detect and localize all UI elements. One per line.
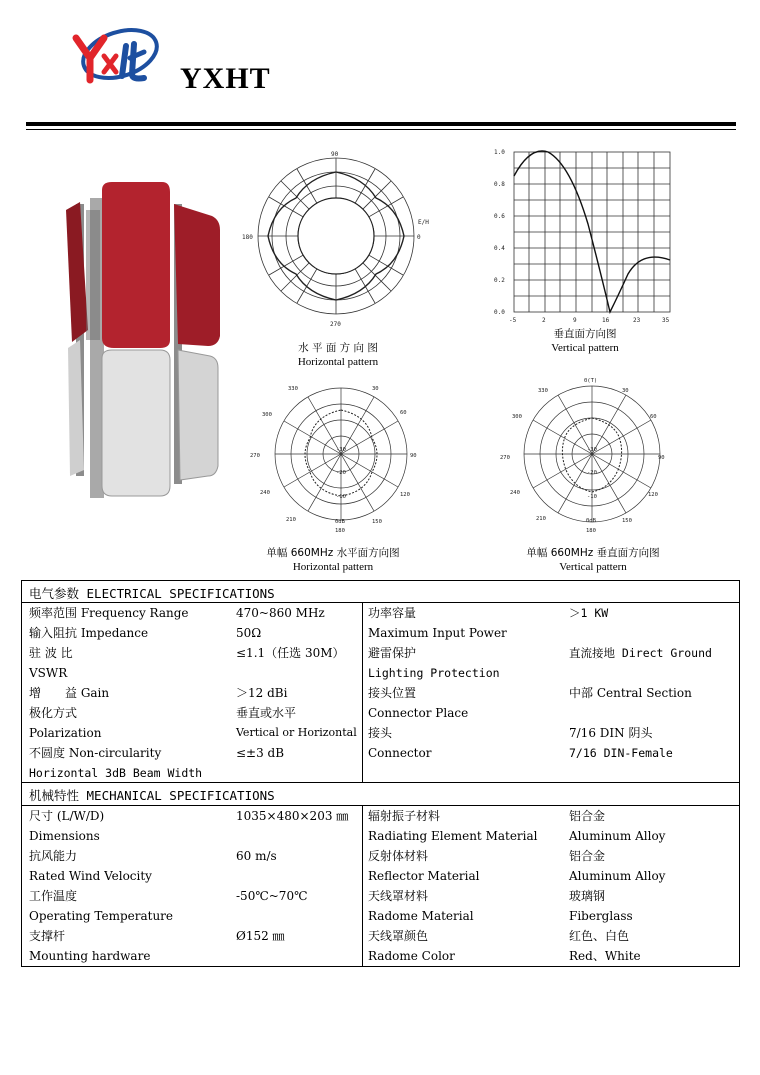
mech-right-value-4: 玻璃钢 <box>569 889 606 903</box>
polar-h-caption <box>258 546 408 574</box>
elec-right-value-2: 直流接地 Direct Ground <box>569 646 712 660</box>
mech-right-label-5: Radome Material <box>368 909 474 923</box>
elec-right-value-0: ＞1 KW <box>569 606 609 620</box>
vp-xtick-35: 35 <box>662 317 670 324</box>
elec-right-label-7: Connector <box>368 746 432 760</box>
pv-caption-en: Vertical pattern <box>559 561 627 573</box>
polar-horizontal-diagram <box>248 380 418 536</box>
pv-angle-240: 240 <box>510 490 520 496</box>
elec-right-label-0: 功率容量 <box>368 606 417 620</box>
vertical-pattern-caption <box>525 327 645 355</box>
horizontal-pattern-diagram <box>242 148 429 328</box>
horizontal-pattern-caption <box>278 341 398 369</box>
pv-angle-210: 210 <box>536 516 546 522</box>
mech-left-label-3: Rated Wind Velocity <box>29 869 152 883</box>
elec-left-label-2: 驻 波 比 <box>29 646 73 660</box>
pv-angle-150: 150 <box>622 518 632 524</box>
pv-angle-30: 30 <box>622 388 629 394</box>
ph-ring-m30: -30 <box>336 447 346 453</box>
electrical-spec-header: 电气参数 ELECTRICAL SPECIFICATIONS <box>22 581 739 603</box>
elec-left-label-5: 极化方式 <box>29 706 78 720</box>
hp-label-180: 180 <box>242 234 253 241</box>
pv-angle-330: 330 <box>538 388 548 394</box>
mech-left-value-4: -50℃~70℃ <box>236 889 308 903</box>
elec-left-value-1: 50Ω <box>236 626 262 640</box>
hp-label-0: 0 <box>417 234 421 241</box>
elec-left-label-6: Polarization <box>29 726 102 740</box>
hp-label-90: 90 <box>331 151 339 158</box>
vp-xtick-m5: -5 <box>509 317 517 324</box>
elec-left-value-7: ≤±3 dB <box>236 746 285 760</box>
mech-right-label-6: 天线罩颜色 <box>368 929 429 943</box>
spec-table <box>21 580 740 967</box>
ph-caption-en: Horizontal pattern <box>292 561 374 573</box>
elec-left-label-4: 增 益 Gain <box>29 686 110 700</box>
vertical-pattern-chart <box>490 146 680 324</box>
mech-right-label-4: 天线罩材料 <box>368 889 429 903</box>
pv-angle-60: 60 <box>650 414 657 420</box>
vp-ytick-1-0: 1.0 <box>494 149 505 156</box>
elec-right-label-4: 接头位置 <box>368 686 417 700</box>
ph-angle-30: 30 <box>372 386 379 392</box>
elec-left-label-0: 频率范围 Frequency Range <box>29 606 189 620</box>
elec-left-label-3: VSWR <box>29 666 68 680</box>
pv-ring-m10: -10 <box>587 494 597 500</box>
elec-left-value-4: ＞12 dBi <box>236 686 288 700</box>
company-logo <box>70 28 162 92</box>
header-rule-thin <box>26 129 736 130</box>
ph-angle-300: 300 <box>262 412 272 418</box>
mech-left-label-0: 尺寸 (L/W/D) <box>29 809 105 823</box>
mech-left-label-2: 抗风能力 <box>29 849 78 863</box>
elec-right-label-1: Maximum Input Power <box>368 626 507 640</box>
ph-angle-330: 330 <box>288 386 298 392</box>
ph-angle-90: 90 <box>410 453 417 459</box>
mech-left-label-1: Dimensions <box>29 829 100 843</box>
mech-right-value-1: Aluminum Alloy <box>569 829 666 843</box>
mech-right-value-0: 铝合金 <box>569 809 606 823</box>
vp-ytick-0-4: 0.4 <box>494 245 505 252</box>
elec-right-label-5: Connector Place <box>368 706 469 720</box>
elec-right-label-3: Lighting Protection <box>368 666 500 680</box>
vp-ytick-0-0: 0.0 <box>494 309 505 316</box>
ph-ring-m20: -20 <box>336 470 346 476</box>
mech-right-value-3: Aluminum Alloy <box>569 869 666 883</box>
mech-right-label-2: 反射体材料 <box>368 849 429 863</box>
mech-left-label-4: 工作温度 <box>29 889 78 903</box>
vp-caption-cn: 垂直面方向图 <box>553 328 617 340</box>
electrical-divider <box>362 603 363 783</box>
ph-label-0db: 0dB <box>335 519 345 525</box>
mech-right-label-1: Radiating Element Material <box>368 829 538 843</box>
mech-left-label-5: Operating Temperature <box>29 909 174 923</box>
elec-left-value-6: Vertical or Horizontal <box>236 726 357 739</box>
ph-caption-cn: 单幅 660MHz 水平面方向图 <box>266 547 400 559</box>
ph-angle-270: 270 <box>250 453 260 459</box>
elec-right-value-4: 中部 Central Section <box>569 686 692 700</box>
ph-angle-150: 150 <box>372 519 382 525</box>
elec-left-value-2: ≤1.1（任选 30M） <box>236 646 345 660</box>
hp-label-eh: E/H <box>418 219 429 226</box>
pv-angle-270: 270 <box>500 455 510 461</box>
antenna-photo <box>62 180 230 500</box>
pv-angle-0t: 0(T) <box>584 378 598 384</box>
polar-vertical-diagram <box>498 374 668 536</box>
mechanical-divider <box>362 806 363 966</box>
elec-left-value-5: 垂直或水平 <box>236 706 297 720</box>
vp-ytick-0-6: 0.6 <box>494 213 505 220</box>
vp-xtick-23: 23 <box>633 317 641 324</box>
elec-left-label-7: 不圆度 Non-circularity <box>29 746 162 760</box>
hp-caption-cn: 水 平 面 方 向 图 <box>298 342 378 354</box>
vp-xtick-16: 16 <box>602 317 610 324</box>
elec-right-label-6: 接头 <box>368 726 393 740</box>
mech-right-value-7: Red、White <box>569 949 641 963</box>
mech-left-label-6: 支撑杆 <box>29 929 66 943</box>
polar-v-caption <box>518 546 668 574</box>
vp-ytick-0-8: 0.8 <box>494 181 505 188</box>
mech-left-label-7: Mounting hardware <box>29 949 151 963</box>
vp-xtick-2: 2 <box>542 317 546 324</box>
mechanical-spec-header: 机械特性 MECHANICAL SPECIFICATIONS <box>22 782 739 806</box>
ph-angle-180: 180 <box>335 528 345 534</box>
mech-left-value-0: 1035×480×203 ㎜ <box>236 809 349 823</box>
pv-ring-m20: -20 <box>587 470 597 476</box>
ph-angle-210: 210 <box>286 517 296 523</box>
pv-angle-180: 180 <box>586 528 596 534</box>
mech-right-value-5: Fiberglass <box>569 909 633 923</box>
vp-caption-en: Vertical pattern <box>551 342 619 354</box>
elec-left-value-0: 470~860 MHz <box>236 606 325 620</box>
ph-ring-m10: -10 <box>336 494 346 500</box>
mech-left-value-6: Ø152 ㎜ <box>236 929 285 943</box>
mech-right-label-3: Reflector Material <box>368 869 480 883</box>
vp-xtick-9: 9 <box>573 317 577 324</box>
hp-caption-en: Horizontal pattern <box>297 356 379 368</box>
mech-right-label-0: 辐射振子材料 <box>368 809 441 823</box>
pv-angle-120: 120 <box>648 492 658 498</box>
vp-ytick-0-2: 0.2 <box>494 277 505 284</box>
mech-right-value-6: 红色、白色 <box>569 929 630 943</box>
pv-label-0db: 0dB <box>586 518 596 524</box>
elec-right-value-7: 7/16 DIN-Female <box>569 746 673 760</box>
mech-left-value-2: 60 m/s <box>236 849 277 863</box>
elec-left-label-8: Horizontal 3dB Beam Width <box>29 766 203 780</box>
pv-angle-90: 90 <box>658 455 665 461</box>
brand-name: YXHT <box>180 62 271 95</box>
elec-right-label-2: 避雷保护 <box>368 646 417 660</box>
mech-right-value-2: 铝合金 <box>569 849 606 863</box>
elec-left-label-1: 输入阻抗 Impedance <box>29 626 149 640</box>
pv-ring-m30: -30 <box>587 447 597 453</box>
elec-right-value-6: 7/16 DIN 阴头 <box>569 726 653 740</box>
pv-caption-cn: 单幅 660MHz 垂直面方向图 <box>526 547 660 559</box>
ph-angle-60: 60 <box>400 410 407 416</box>
hp-label-270: 270 <box>330 321 341 328</box>
pv-angle-300: 300 <box>512 414 522 420</box>
ph-angle-120: 120 <box>400 492 410 498</box>
header-rule-thick <box>26 122 736 126</box>
mech-right-label-7: Radome Color <box>368 949 455 963</box>
ph-angle-240: 240 <box>260 490 270 496</box>
